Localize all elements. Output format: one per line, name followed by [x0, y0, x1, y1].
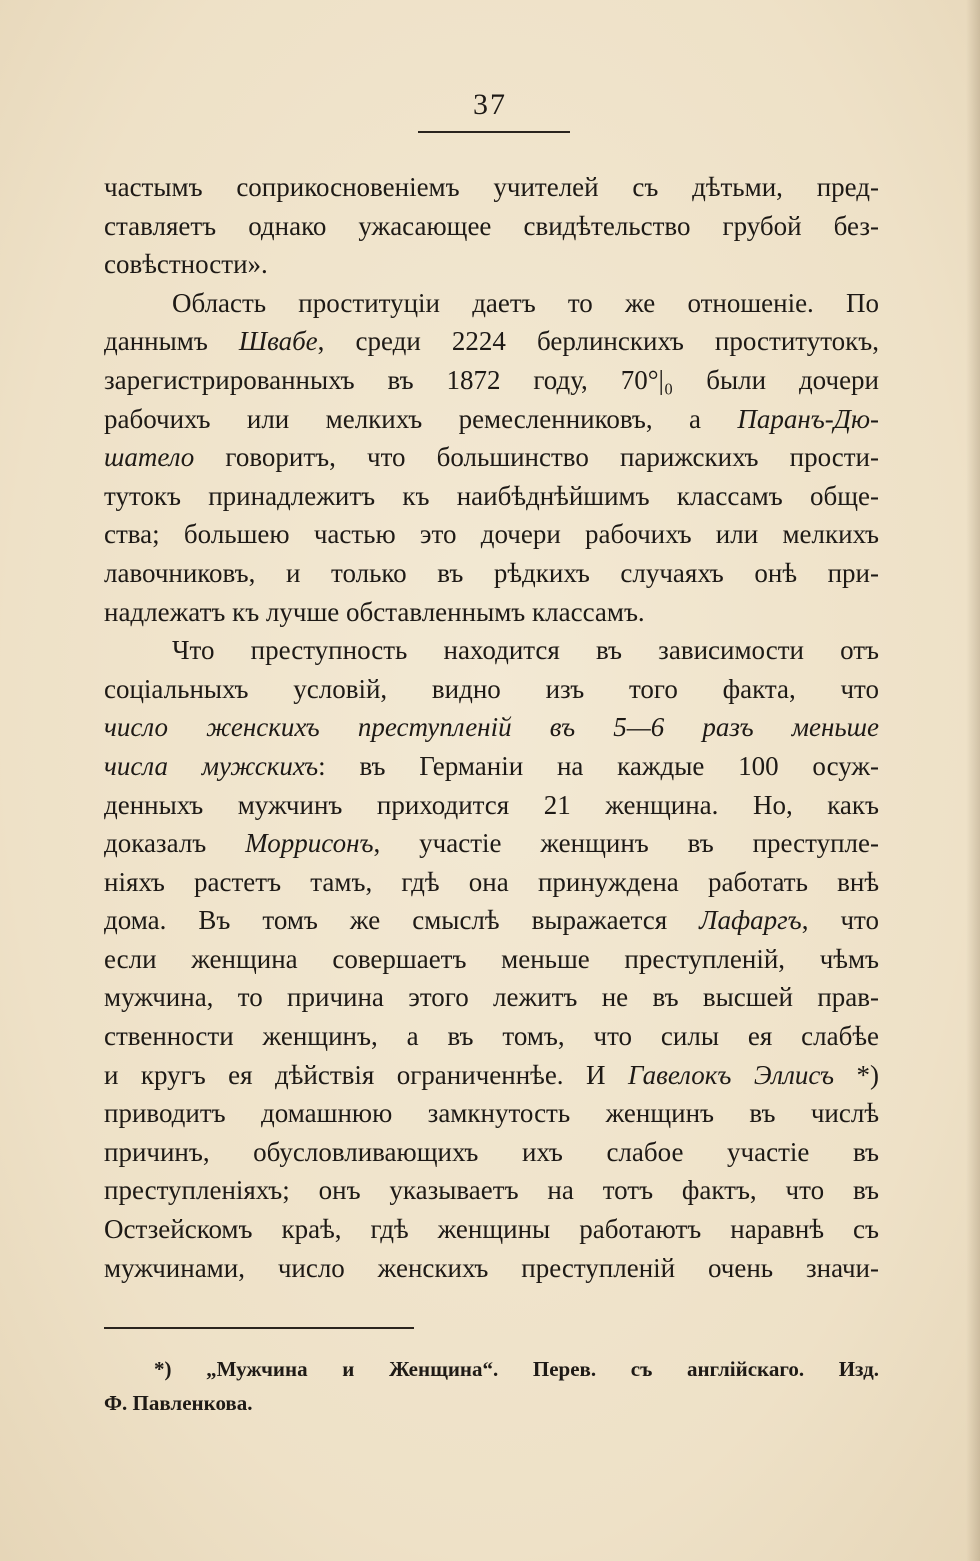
header-rule: [418, 131, 570, 133]
text-line: частымъ соприкосновеніемъ учителей съ дѣтьми, пред-: [104, 172, 879, 202]
footnote-marker: *): [834, 1059, 880, 1090]
emphasis-line: число женскихъ преступленій въ 5—6 разъ меньше: [104, 712, 879, 743]
text-line: совѣстности».: [104, 249, 268, 280]
text-line: Что преступность находится въ зависимости отъ: [172, 635, 879, 666]
author-name: Паранъ-Дю-: [737, 403, 879, 434]
page-edge-shadow: [966, 0, 980, 1561]
text-line: даннымъ Швабе, среди 2224 берлинскихъ проститутокъ,: [104, 326, 880, 357]
text-line: доказалъ Моррисонъ, участіе женщинъ въ преступле-: [104, 828, 879, 859]
text-line: приводитъ домашнюю замкнутость женщинъ въ числѣ: [104, 1098, 879, 1129]
text-line: причинъ, обусловливающихъ ихъ слабое участіе въ: [104, 1136, 879, 1167]
text-line: денныхъ мужчинъ приходится 21 женщина. Но, какъ: [104, 789, 879, 820]
text-line: ственности женщинъ, а въ томъ, что силы ея слабѣе: [104, 1021, 879, 1052]
author-name: Швабе: [238, 326, 318, 357]
footnote-line: *) „Мужчина и Женщина“. Перев. съ англійскаго. Изд.: [154, 1357, 879, 1381]
footnote-line: Ф. Павленкова.: [104, 1391, 253, 1415]
text-line: Область проституціи даетъ то же отношеніе. По: [172, 287, 879, 318]
page-number: 37: [473, 88, 507, 121]
text-line: Остзейскомъ краѣ, гдѣ женщины работаютъ наравнѣ съ: [104, 1214, 879, 1245]
text-line: ства; большею частью это дочери рабочихъ или мелкихъ: [104, 519, 879, 550]
author-name: Гавелокъ Эллисъ: [627, 1059, 835, 1090]
emphasis-text: числа мужскихъ: [104, 750, 319, 781]
body-text: [104, 168, 879, 1287]
author-name: Моррисонъ: [245, 828, 374, 859]
author-name: Лафаргъ: [699, 905, 802, 936]
text-line: ставляетъ однако ужасающее свидѣтельство грубой без-: [104, 210, 879, 241]
author-name: шатело: [104, 442, 195, 473]
text-line: ніяхъ растетъ тамъ, гдѣ она принуждена работать внѣ: [104, 866, 879, 897]
text-line: зарегистрированныхъ въ 1872 году, 70°|₀ были дочери: [104, 364, 879, 395]
text-line: тутокъ принадлежитъ къ наибѣднѣйшимъ классамъ обще-: [104, 480, 879, 511]
text-line: мужчина, то причина этого лежитъ не въ высшей прав-: [104, 982, 879, 1013]
text-line: лавочниковъ, и только въ рѣдкихъ случаяхъ онѣ при-: [104, 557, 879, 588]
text-line: преступленіяхъ; онъ указываетъ на тотъ фактъ, что въ: [104, 1175, 879, 1206]
text-line: дома. Въ томъ же смыслѣ выражается Лафаргъ, что: [104, 905, 879, 936]
text-line: и кругъ ея дѣйствія ограниченнѣе. И Гавелокъ Эллисъ *): [104, 1059, 880, 1090]
text-line: рабочихъ или мелкихъ ремесленниковъ, а Паранъ-Дю-: [104, 403, 879, 434]
text-line: числа мужскихъ: въ Германіи на каждые 100 осуж-: [104, 750, 879, 781]
footnote: [104, 1352, 879, 1420]
text-line: надлежатъ къ лучше обставленнымъ классамъ.: [104, 596, 645, 627]
text-line: соціальныхъ условій, видно изъ того факта, что: [104, 673, 879, 704]
text-line: шатело говоритъ, что большинство парижскихъ прости-: [104, 442, 879, 473]
footnote-rule: [104, 1327, 414, 1329]
text-line: мужчинами, число женскихъ преступленій очень значи-: [104, 1252, 879, 1283]
text-line: если женщина совершаетъ меньше преступленій, чѣмъ: [104, 943, 879, 974]
